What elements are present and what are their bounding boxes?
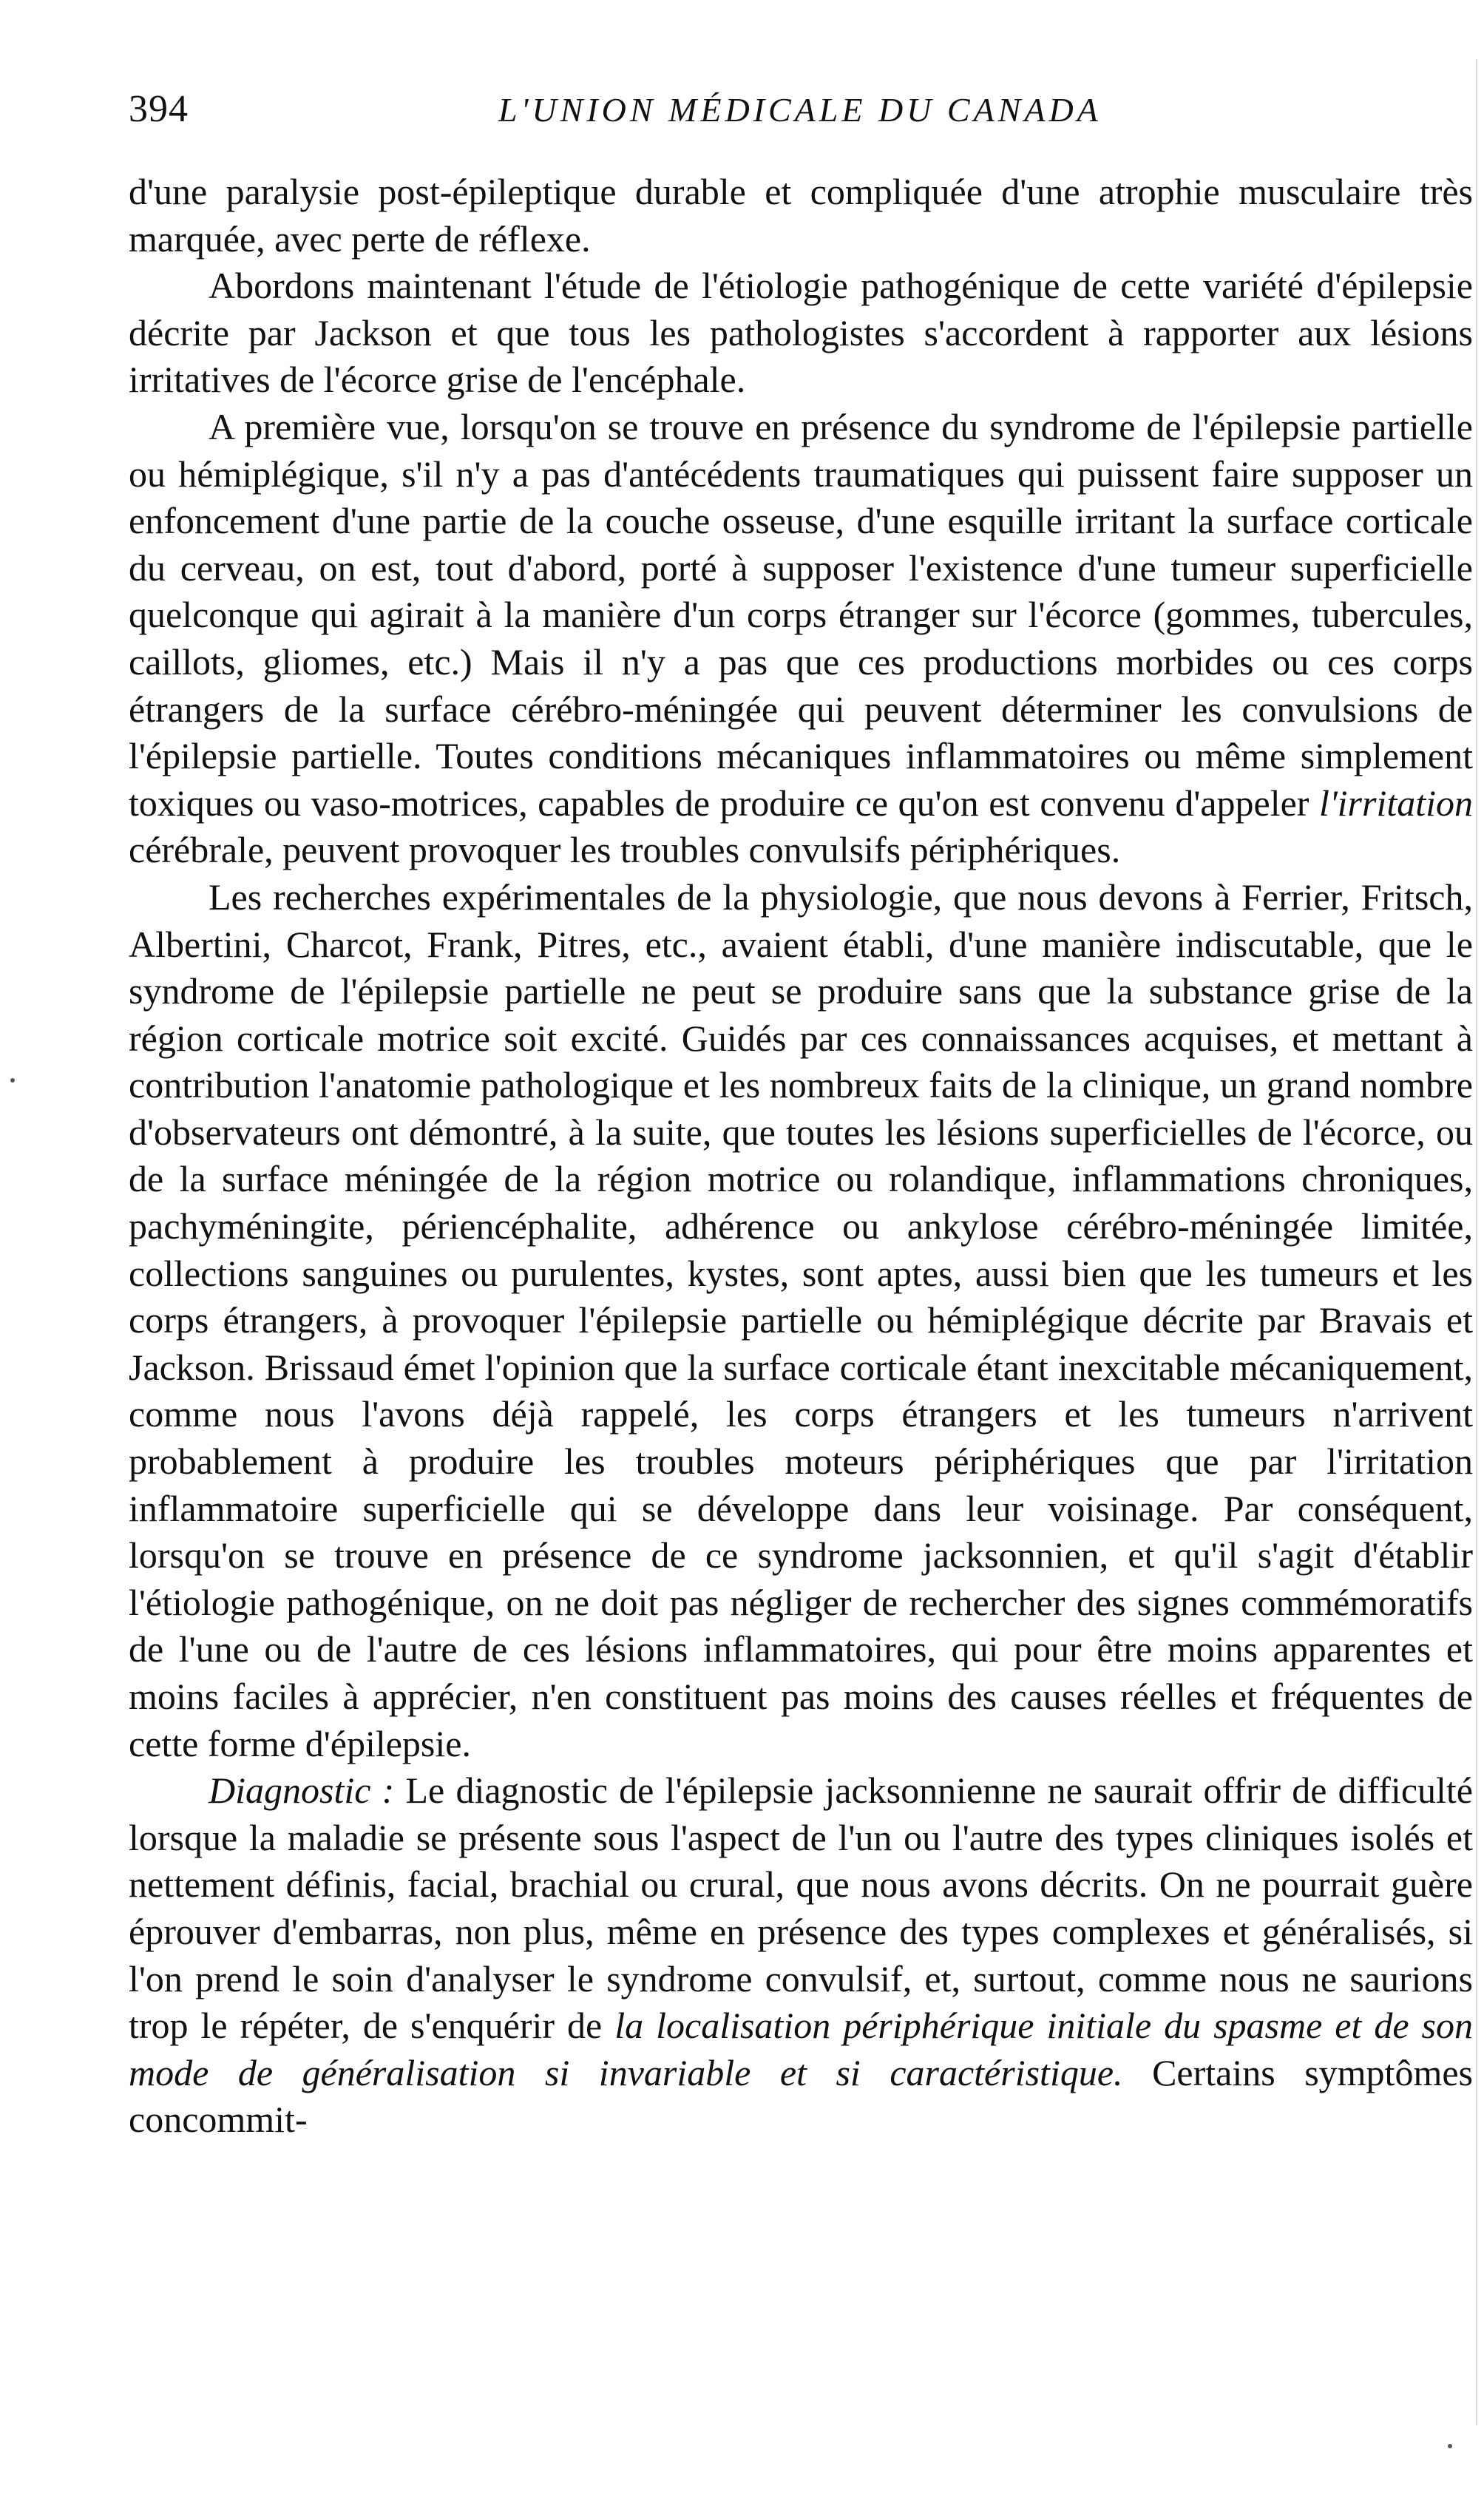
article-body bbox=[129, 169, 1473, 2144]
paragraph-3 bbox=[129, 404, 1473, 874]
paragraph-5-text-b: Certains symptômes concommit- bbox=[129, 2051, 1473, 2141]
running-title: L'UNION MÉDICALE DU CANADA bbox=[498, 91, 1102, 129]
paragraph-1: d'une paralysie post-épileptique durable et compliquée d'une atrophie musculaire très marquée, avec perte de réflexe. bbox=[129, 171, 1473, 260]
paragraph-3-emphasis: l'irritation bbox=[1319, 782, 1474, 824]
running-header bbox=[129, 87, 1474, 146]
page-number: 394 bbox=[129, 88, 189, 130]
scan-speck-left bbox=[10, 1078, 15, 1083]
paragraph-5 bbox=[129, 1767, 1473, 2144]
paragraph-3-end: cérébrale, peuvent provoquer les troubles convulsifs périphériques. bbox=[129, 829, 1121, 871]
paragraph-4: Les recherches expérimentales de la physiologie, que nous devons à Ferrier, Fritsch, Albertini, Charcot, Frank, Pitres, etc., avaient établi, d'une manière indiscutable, que le syndrome de l'épilepsie partielle ne peut se produire sans que la substance grise de la région corticale motrice soit excité. Guidés par ces connaissances acquises, et mettant à contribution l'anatomie pathologique et les nombreux faits de la clinique, un grand nombre d'observateurs ont démontré, à la suite, que toutes les lésions superficielles de l'écorce, ou de la surface méningée de la région motrice ou rolandique, inflammations chroniques, pachyméningite, périencéphalite, adhérence ou ankylose cérébro-méningée limitée, collections sanguines ou purulentes, kystes, sont aptes, aussi bien que les tumeurs et les corps étrangers, à provoquer l'épilepsie partielle ou hémiplégique décrite par Bravais et Jackson. Brissaud émet l'opinion que la surface corticale étant inexcitable mécaniquement, comme nous l'avons déjà rappelé, les corps étrangers et les tumeurs n'arrivent probablement à produire les troubles moteurs périphériques que par l'irritation inflammatoire superficielle qui se développe dans leur voisinage. Par conséquent, lorsqu'on se trouve en présence de ce syndrome jacksonnien, et qu'il s'agit d'établir l'étiologie pathogénique, on ne doit pas négliger de rechercher des signes commémoratifs de l'une ou de l'autre de ces lésions inflammatoires, qui pour être moins apparentes et moins faciles à apprécier, n'en constituent pas moins des causes réelles et fréquentes de cette forme d'épilepsie. bbox=[129, 876, 1473, 1764]
diagnostic-heading: Diagnostic : bbox=[209, 1770, 395, 1812]
paragraph-5-emphasis: la localisation périphérique initiale du spasme et de son mode de généralisation si invariable et si caractéristique. bbox=[129, 2005, 1473, 2093]
paragraph-2: Abordons maintenant l'étude de l'étiologie pathogénique de cette variété d'épilepsie décrite par Jackson et que tous les pathologistes s'accordent à rapporter aux lésions irritatives de l'écorce grise de l'encéphale. bbox=[129, 265, 1473, 401]
scan-speck-bottom bbox=[1448, 2444, 1452, 2448]
paragraph-3-text: A première vue, lorsqu'on se trouve en présence du syndrome de l'épilepsie partielle ou hémiplégique, s'il n'y a pas d'antécédents traumatiques qui puissent faire supposer un enfoncement d'une partie de la couche osseuse, d'une esquille irritant la surface corticale du cerveau, on est, tout d'abord, porté à supposer l'existence d'une tumeur superficielle quelconque qui agirait à la manière d'un corps étranger sur l'écorce (gommes, tubercules, caillots, gliomes, etc.) Mais il n'y a pas que ces productions morbides ou ces corps étrangers de la surface cérébro-méningée qui peuvent déterminer les convulsions de l'épilepsie partielle. Toutes conditions mécaniques inflammatoires ou même simplement toxiques ou vaso-motrices, capables de produire ce qu'on est convenu d'appeler bbox=[129, 405, 1473, 824]
page-edge-rule bbox=[1476, 59, 1477, 2425]
paragraph-5-text-a: Le diagnostic de l'épilepsie jacksonnienne ne saurait offrir de difficulté lorsque la maladie se présente sous l'aspect de l'un ou l'autre des types cliniques isolés et nettement définis, facial, brachial ou crural, que nous avons décrits. On ne pourrait guère éprouver d'embarras, non plus, même en présence des types complexes et généralisés, si l'on prend le soin d'analyser le syndrome convulsif, et, surtout, comme nous ne saurions trop le répéter, de s'enquérir de bbox=[129, 1770, 1473, 2047]
